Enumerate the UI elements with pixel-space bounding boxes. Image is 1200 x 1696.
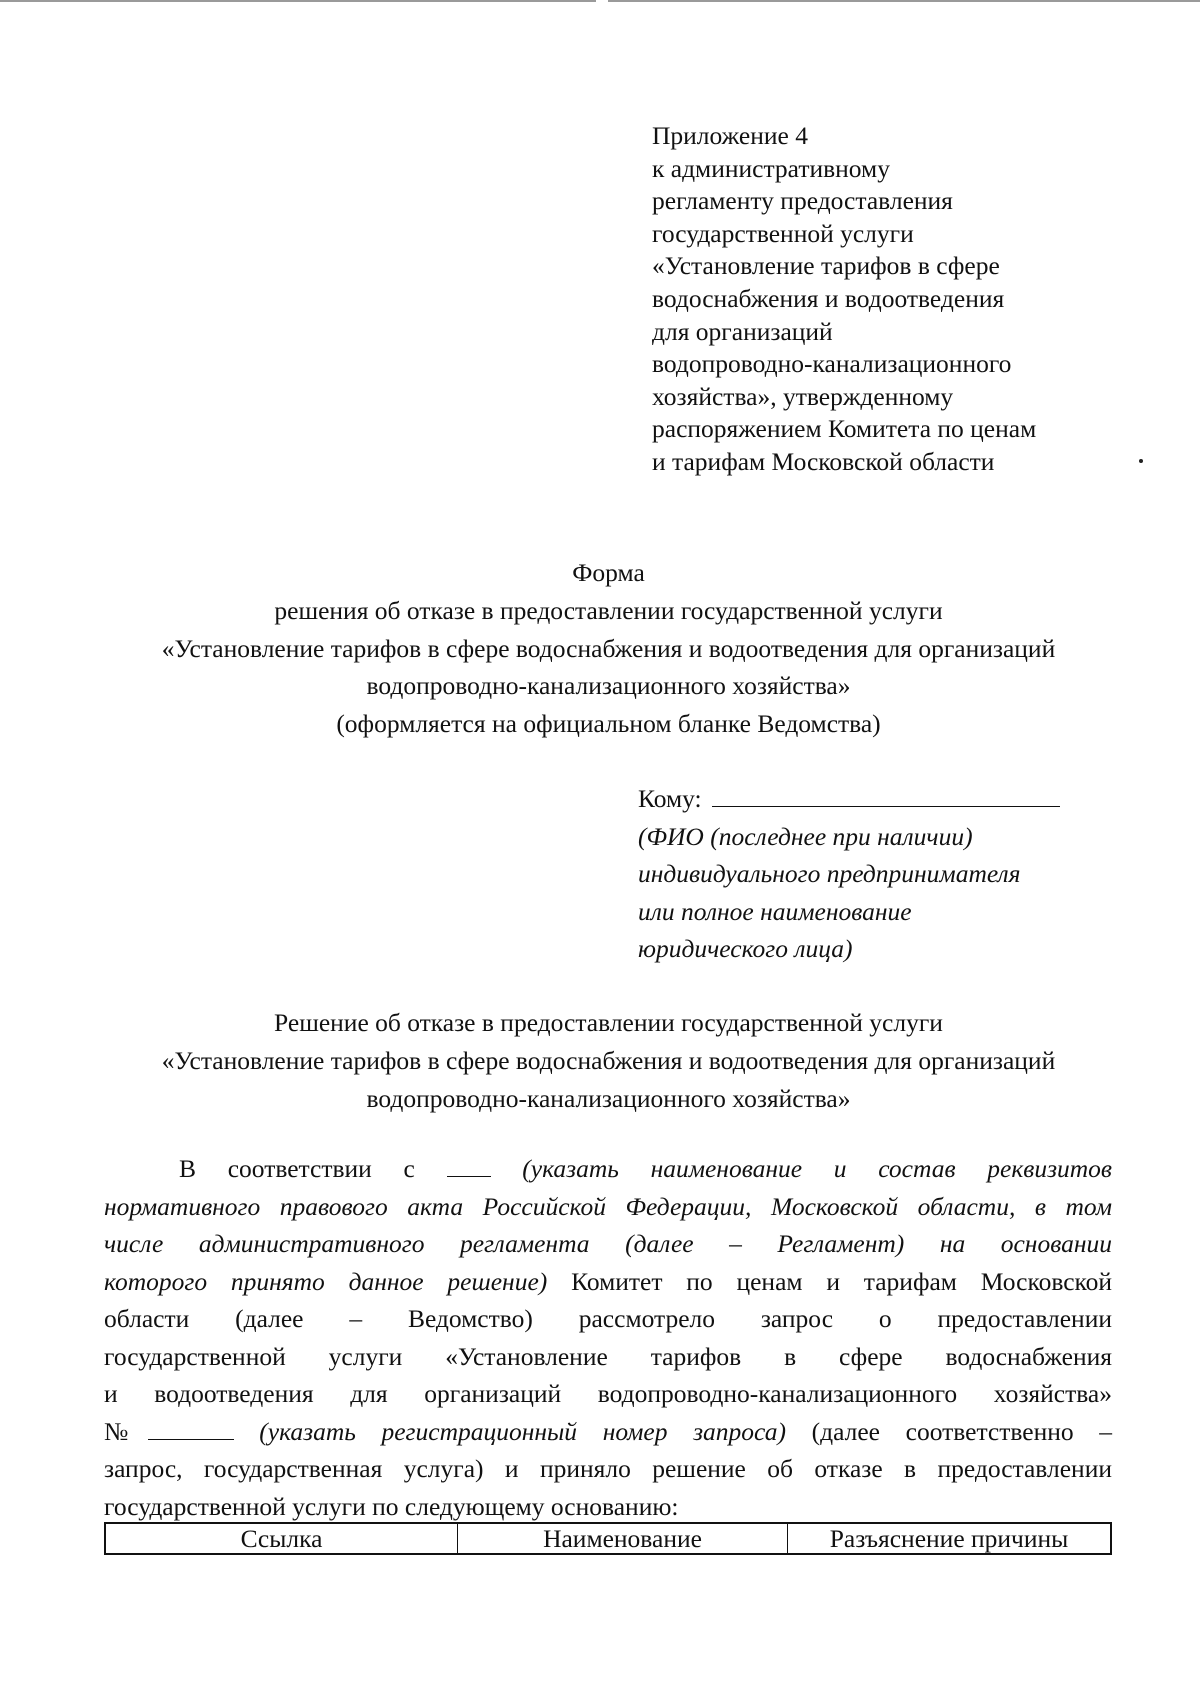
body-hint: числе административного регламента (далее – Регламент) на основании <box>104 1229 1112 1258</box>
body-hint: которого принято данное решение) <box>104 1266 548 1296</box>
form-title-line: Форма <box>572 558 645 587</box>
body-line <box>104 1263 1112 1301</box>
body-text: (далее соответственно – <box>811 1416 1113 1446</box>
appendix-line: водоснабжения и водоотведения <box>652 283 1005 313</box>
recipient-note-line: индивидуального предпринимателя <box>638 859 1021 889</box>
appendix-line: к административному <box>652 153 890 183</box>
form-title-line: «Установление тарифов в сфере водоснабжения и водоотведения для организаций <box>161 633 1056 663</box>
recipient-note-line: (ФИО (последнее при наличии) <box>638 821 973 851</box>
appendix-line: государственной услуги <box>652 218 914 248</box>
body-line: и водоотведения для организаций водопроводно-канализационного хозяйства» <box>104 1379 1112 1408</box>
form-title-line: водопроводно-канализационного хозяйства» <box>366 671 851 701</box>
appendix-line: «Установление тарифов в сфере <box>652 251 1000 281</box>
scan-speck <box>1139 459 1143 463</box>
recipient-note-line: или полное наименование <box>638 896 912 926</box>
body-line: государственной услуги «Установление тарифов в сфере водоснабжения <box>104 1341 1112 1371</box>
body-line: государственной услуги по следующему основанию: <box>104 1491 679 1521</box>
table-header-cell-link: Ссылка <box>106 1524 458 1553</box>
decision-title-line: Решение об отказе в предоставлении государственной услуги <box>274 1008 943 1037</box>
body-line: запрос, государственная услуга) и приняло решение об отказе в предоставлении <box>104 1454 1112 1483</box>
request-number-blank-field[interactable] <box>148 1421 234 1440</box>
recipient-label: Кому: <box>638 784 702 813</box>
appendix-line: и тарифам Московской области <box>652 446 995 476</box>
decision-body <box>104 1150 1112 1525</box>
body-hint: (указать регистрационный номер запроса) <box>259 1416 786 1446</box>
reasons-table-header <box>104 1522 1112 1555</box>
appendix-line: для организаций <box>652 316 833 346</box>
body-line <box>104 1413 1112 1451</box>
appendix-line: хозяйства», утвержденному <box>652 381 954 411</box>
recipient-line <box>638 780 1118 818</box>
form-title-line: (оформляется на официальном бланке Ведомства) <box>336 709 881 739</box>
body-hint: (указать наименование и состав реквизитов <box>522 1154 1113 1183</box>
body-hint: нормативного правового акта Российской Федерации, Московской области, в том <box>104 1191 1112 1221</box>
form-title <box>80 554 1137 743</box>
recipient-blank-field[interactable] <box>712 786 1060 807</box>
table-header-cell-explanation: Разъяснение причины <box>829 1524 1069 1553</box>
decision-title-line: «Установление тарифов в сфере водоснабжения и водоотведения для организаций <box>161 1045 1056 1075</box>
decision-title <box>80 1004 1137 1117</box>
appendix-header <box>652 120 1122 479</box>
table-header-cell-name: Наименование <box>458 1524 788 1553</box>
body-text: Комитет по ценам и тарифам Московской <box>571 1266 1113 1296</box>
appendix-line: регламенту предоставления <box>652 186 953 216</box>
act-blank-field[interactable] <box>447 1158 491 1177</box>
body-text: В соответствии с <box>179 1154 415 1183</box>
appendix-line: водопроводно-канализационного <box>652 349 1012 379</box>
decision-title-line: водопроводно-канализационного хозяйства» <box>366 1083 851 1113</box>
body-line <box>104 1225 1112 1263</box>
recipient-block <box>638 780 1118 968</box>
body-line <box>104 1150 1112 1188</box>
scan-top-edge <box>608 0 1200 2</box>
recipient-note-line: юридического лица) <box>638 934 853 964</box>
body-line <box>104 1188 1112 1226</box>
appendix-line: распоряжением Комитета по ценам <box>652 414 1037 444</box>
appendix-line: Приложение 4 <box>652 121 808 150</box>
form-title-line: решения об отказе в предоставлении государственной услуги <box>274 595 943 625</box>
scan-top-edge <box>0 0 596 2</box>
number-sign: № <box>104 1416 148 1446</box>
body-line: области (далее – Ведомство) рассмотрело запрос о предоставлении <box>104 1304 1112 1333</box>
